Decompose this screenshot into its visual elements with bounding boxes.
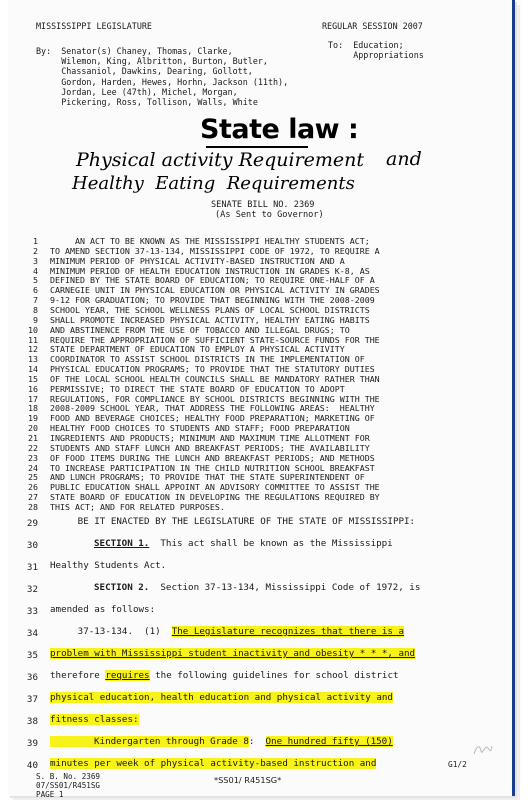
preamble-line: PERMISSIVE; TO DIRECT THE STATE BOARD OF EDUCATION TO ADOPT xyxy=(50,383,345,394)
line-number: 18 xyxy=(28,403,38,414)
line-number: 6 xyxy=(33,285,38,296)
bill-number: SENATE BILL NO. 2369 xyxy=(211,200,315,210)
preamble-line: AND LUNCH PROGRAMS; TO PROVIDE THAT THE STATE SUPERINTENDENT OF xyxy=(50,472,365,483)
footer-bill-number: S. B. No. 2369 xyxy=(36,772,101,781)
highlighted-text: requires xyxy=(105,670,150,681)
preamble-line: CARNEGIE UNIT IN PHYSICAL EDUCATION OR PHYSICAL ACTIVITY IN GRADES xyxy=(50,285,380,296)
handwritten-and: and xyxy=(386,148,422,170)
line-number: 34 xyxy=(26,628,38,639)
amended-line: amended as follows: xyxy=(50,604,156,615)
preamble-line: HEALTHY FOOD CHOICES TO STUDENTS AND STAFF; FOOD PREPARATION xyxy=(50,423,350,434)
preamble-line: COORDINATOR TO ASSIST SCHOOL DISTRICTS IN THE IMPLEMENTATION OF xyxy=(50,354,365,365)
line-number: 15 xyxy=(28,373,38,384)
line-number: 37 xyxy=(26,694,38,705)
line-number: 33 xyxy=(26,606,38,617)
highlighted-text: The Legislature recognizes that there is a xyxy=(171,626,405,637)
handwritten-title: State law : xyxy=(200,114,359,145)
section-1-line xyxy=(50,538,393,549)
line-number: 14 xyxy=(28,364,38,375)
line-number: 35 xyxy=(26,650,38,661)
line-number: 5 xyxy=(33,275,38,286)
body-line-39 xyxy=(50,736,393,747)
preamble-line: INGREDIENTS AND PRODUCTS; MINIMUM AND MAXIMUM TIME ALLOTMENT FOR xyxy=(50,433,370,443)
preamble-line: DEFINED BY THE STATE BOARD OF EDUCATION; TO REQUIRE ONE-HALF OF A xyxy=(50,275,375,286)
sponsors-list: By: Senator(s) Chaney, Thomas, Clarke, Wilemon, King, Albritton, Burton, Butler, Chassaniol, Dawkins, Dearing, Gollott, Gordon, Harden, Hewes, Horhn, Jackson (11th), Jordan, Lee (47th), Michel, Morgan, Pickering, Ross, Tollison, Walls, White xyxy=(36,46,289,108)
line-number: 30 xyxy=(26,540,38,551)
section-2-line xyxy=(50,582,420,593)
line-number: 39 xyxy=(26,738,38,749)
session-heading: REGULAR SESSION 2007 xyxy=(322,21,423,31)
line-number: 40 xyxy=(26,760,38,771)
preamble-line: FOOD AND BEVERAGE CHOICES; HEALTHY FOOD PREPARATION; MARKETING OF xyxy=(50,413,375,424)
line-number: 7 xyxy=(33,295,38,306)
line-number: 9 xyxy=(33,314,38,325)
preamble-line: 9-12 FOR GRADUATION; TO PROVIDE THAT BEGINNING WITH THE 2008-2009 xyxy=(50,295,375,306)
title-underline xyxy=(206,146,308,148)
section-1-heading: SECTION 1. xyxy=(94,538,150,549)
body-line-36 xyxy=(50,670,399,681)
line-number: 21 xyxy=(28,433,38,443)
line-number: 38 xyxy=(26,716,38,727)
line-number: 28 xyxy=(28,501,38,512)
committee-referral: To: Education; Appropriations xyxy=(328,40,424,61)
highlighted-text: One hundred fifty (150) xyxy=(265,736,393,747)
legislature-heading: MISSISSIPPI LEGISLATURE xyxy=(36,21,152,31)
scribble-mark xyxy=(472,742,494,758)
line-number: 19 xyxy=(28,413,38,424)
preamble-line: STATE BOARD OF EDUCATION IN DEVELOPING THE REGULATIONS REQUIRED BY xyxy=(50,492,380,503)
preamble-line: AND ABSTINENCE FROM THE USE OF TOBACCO AND ILLEGAL DRUGS; TO xyxy=(50,324,350,335)
line-number: 17 xyxy=(28,393,38,404)
bill-status: (As Sent to Governor) xyxy=(215,210,324,220)
preamble-line: AN ACT TO BE KNOWN AS THE MISSISSIPPI HEALTHY STUDENTS ACT; xyxy=(50,236,370,246)
preamble-line: MINIMUM PERIOD OF PHYSICAL ACTIVITY-BASED INSTRUCTION AND A xyxy=(50,255,345,266)
body-line-40 xyxy=(50,758,376,769)
preamble-line: SHALL PROMOTE INCREASED PHYSICAL ACTIVITY, HEALTHY EATING HABITS xyxy=(50,314,370,325)
preamble-line: SCHOOL YEAR, THE SCHOOL WELLNESS PLANS OF LOCAL SCHOOL DISTRICTS xyxy=(50,304,370,315)
line-number: 26 xyxy=(28,482,38,493)
line-number: 2 xyxy=(33,245,38,256)
line-number: 3 xyxy=(33,255,38,266)
preamble-line: 2008-2009 SCHOOL YEAR, THAT ADDRESS THE FOLLOWING AREAS: HEALTHY xyxy=(50,403,375,414)
code-section-line xyxy=(50,626,404,637)
highlighted-text: problem with Mississippi student inactivity and obesity * * *, and xyxy=(50,648,416,659)
act-name-line: Healthy Students Act. xyxy=(50,560,167,571)
preamble-line: STUDENTS AND STAFF LUNCH AND BREAKFAST PERIODS; THE AVAILABILITY xyxy=(50,442,370,453)
line-number: 31 xyxy=(26,562,38,573)
line-number: 24 xyxy=(28,462,38,473)
line-number: 32 xyxy=(26,584,38,595)
body-text: therefore xyxy=(50,670,106,681)
preamble-line: THIS ACT; AND FOR RELATED PURPOSES. xyxy=(50,501,225,512)
preamble-line: TO AMEND SECTION 37-13-134, MISSISSIPPI CODE OF 1972, TO REQUIRE A xyxy=(50,245,380,256)
body-line-37 xyxy=(50,692,393,703)
preamble-line: OF THE LOCAL SCHOOL HEALTH COUNCILS SHALL BE MANDATORY RATHER THAN xyxy=(50,373,380,384)
line-number: 10 xyxy=(28,324,38,335)
line-number: 13 xyxy=(28,354,38,365)
handwritten-line-2: Healthy Eating Requirements xyxy=(72,173,355,194)
preamble-line: PUBLIC EDUCATION SHALL APPOINT AN ADVISORY COMMITTEE TO ASSIST THE xyxy=(50,482,380,493)
preamble-line: REQUIRE THE APPROPRIATION OF SUFFICIENT STATE-SOURCE FUNDS FOR THE xyxy=(50,334,380,345)
line-number: 27 xyxy=(28,492,38,503)
footer-page: PAGE 1 xyxy=(36,790,64,799)
line-number: 1 xyxy=(33,236,38,246)
line-number: 36 xyxy=(26,672,38,683)
enacting-clause: BE IT ENACTED BY THE LEGISLATURE OF THE STATE OF MISSISSIPPI: xyxy=(50,516,416,527)
preamble-line: PHYSICAL EDUCATION PROGRAMS; TO PROVIDE THAT THE STATUTORY DUTIES xyxy=(50,364,375,375)
line-number: 8 xyxy=(33,304,38,315)
line-number: 12 xyxy=(28,344,38,355)
body-text: the following guidelines for school district xyxy=(149,670,399,681)
highlighted-text: physical education, health education and physical activity and xyxy=(50,692,393,703)
footer-version: G1/2 xyxy=(448,760,467,769)
line-number: 20 xyxy=(28,423,38,434)
line-number: 29 xyxy=(26,518,38,529)
body-line-38 xyxy=(50,714,139,725)
preamble-line: OF FOOD ITEMS DURING THE LUNCH AND BREAKFAST PERIODS; AND METHODS xyxy=(50,452,375,463)
section-2-heading: SECTION 2. xyxy=(94,582,150,593)
preamble-line: REGULATIONS, FOR COMPLIANCE BY SCHOOL DISTRICTS BEGINNING WITH THE xyxy=(50,393,380,404)
section-1-text: This act shall be known as the Mississippi xyxy=(149,538,393,549)
code-section-number: 37-13-134. (1) xyxy=(50,626,172,637)
preamble-line: TO INCREASE PARTICIPATION IN THE CHILD NUTRITION SCHOOL BREAKFAST xyxy=(50,462,375,473)
body-line-35 xyxy=(50,648,415,659)
handwritten-line-1: Physical activity Requirement xyxy=(76,149,365,171)
line-number: 23 xyxy=(28,452,38,463)
preamble-line: MINIMUM PERIOD OF HEALTH EDUCATION INSTRUCTION IN GRADES K-8, AS xyxy=(50,265,370,276)
line-number: 4 xyxy=(33,265,38,276)
section-2-text: Section 37-13-134, Mississippi Code of 1972, is xyxy=(149,582,421,593)
line-number: 25 xyxy=(28,472,38,483)
highlighted-text: fitness classes: xyxy=(50,714,139,725)
line-number: 16 xyxy=(28,383,38,394)
preamble-line: STATE DEPARTMENT OF EDUCATION TO EMPLOY A PHYSICAL ACTIVITY xyxy=(50,344,345,355)
highlighted-text: Kindergarten through Grade 8 xyxy=(50,736,249,747)
line-number: 22 xyxy=(28,442,38,453)
line-number: 11 xyxy=(28,334,38,345)
highlighted-text: minutes per week of physical activity-based instruction and xyxy=(50,758,377,769)
footer-barcode-text: *SS01/ R451SG* xyxy=(214,775,282,785)
body-text: : xyxy=(248,736,266,747)
footer-code: 07/SS01/R451SG xyxy=(36,781,101,790)
